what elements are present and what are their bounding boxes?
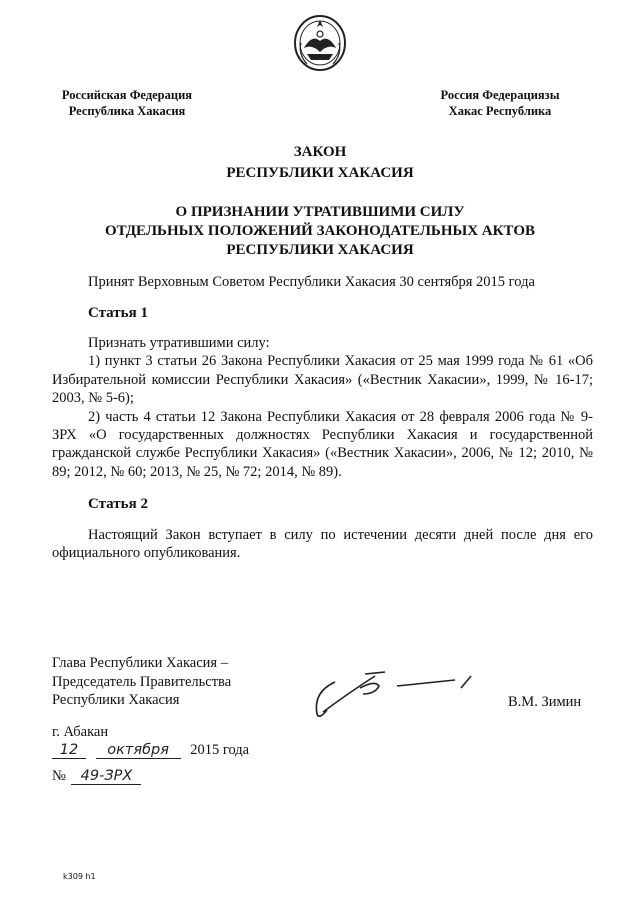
number-line xyxy=(52,768,141,785)
signatory-position-line-2: Председатель Правительства xyxy=(52,673,232,690)
signatory-position-line-3: Республики Хакасия xyxy=(52,692,180,708)
law-title: ЗАКОН xyxy=(293,144,347,160)
article-2-paragraph: Настоящий Закон вступает в силу по истечении десяти дней после дня его официального опубликования. xyxy=(52,527,593,562)
place: г. Абакан xyxy=(52,724,109,740)
date-month: октября xyxy=(96,742,181,759)
law-subject xyxy=(0,203,640,260)
article-1-paragraph: 1) пункт 3 статьи 26 Закона Республики Хакасия от 25 мая 1999 года № 61 «Об Избирательной комиссии Республики Хакасия» («Вестник Хакасии», 1999, № 16-17; 2003, № 5-6); xyxy=(52,353,593,407)
signatory-position-line-1: Глава Республики Хакасия – xyxy=(52,655,228,671)
number-prefix: № xyxy=(52,768,66,784)
coat-of-arms-emblem xyxy=(293,14,347,72)
date-year: 2015 года xyxy=(190,742,250,758)
footnote-code: k309 h1 xyxy=(63,872,96,881)
handwritten-signature xyxy=(305,662,475,724)
signatory-name: В.М. Зимин xyxy=(508,694,582,710)
article-1-paragraph: 2) часть 4 статьи 12 Закона Республики Хакасия от 28 февраля 2006 года № 9-ЗРХ «О государственных должностях Республики Хакасия и государственной гражданской службе Республики Хакасия» («Вестник Хакасии», 2006, № 12; 2010, № 89; 2012, № 60; 2013, № 25, № 72; 2014, № 89). xyxy=(52,408,593,480)
signatory-position xyxy=(52,654,231,710)
header-right-line-2: Хакас Республика xyxy=(448,104,552,118)
number-value: 49-ЗРХ xyxy=(71,768,141,785)
article-2-heading: Статья 2 xyxy=(88,496,148,512)
header-left xyxy=(52,87,202,119)
header-left-line-2: Республика Хакасия xyxy=(68,104,186,118)
law-subject-line-2: ОТДЕЛЬНЫХ ПОЛОЖЕНИЙ ЗАКОНОДАТЕЛЬНЫХ АКТОВ xyxy=(105,223,535,239)
header-right-line-1: Россия Федерациязы xyxy=(440,88,560,102)
article-1-body xyxy=(52,334,593,481)
article-1-paragraph: Признать утратившими силу: xyxy=(88,335,270,351)
accepted-line: Принят Верховным Советом Республики Хакасия 30 сентября 2015 года xyxy=(88,274,535,290)
law-subject-line-1: О ПРИЗНАНИИ УТРАТИВШИМИ СИЛУ xyxy=(175,204,465,220)
article-2-body xyxy=(52,526,593,563)
header-right xyxy=(425,87,575,119)
article-1-heading: Статья 1 xyxy=(88,305,148,321)
law-subject-line-3: РЕСПУБЛИКИ ХАКАСИЯ xyxy=(226,242,414,258)
law-republic: РЕСПУБЛИКИ ХАКАСИЯ xyxy=(226,165,414,181)
date-day: 12 xyxy=(52,742,86,759)
date-line xyxy=(52,742,249,759)
header-left-line-1: Российская Федерация xyxy=(61,88,193,102)
